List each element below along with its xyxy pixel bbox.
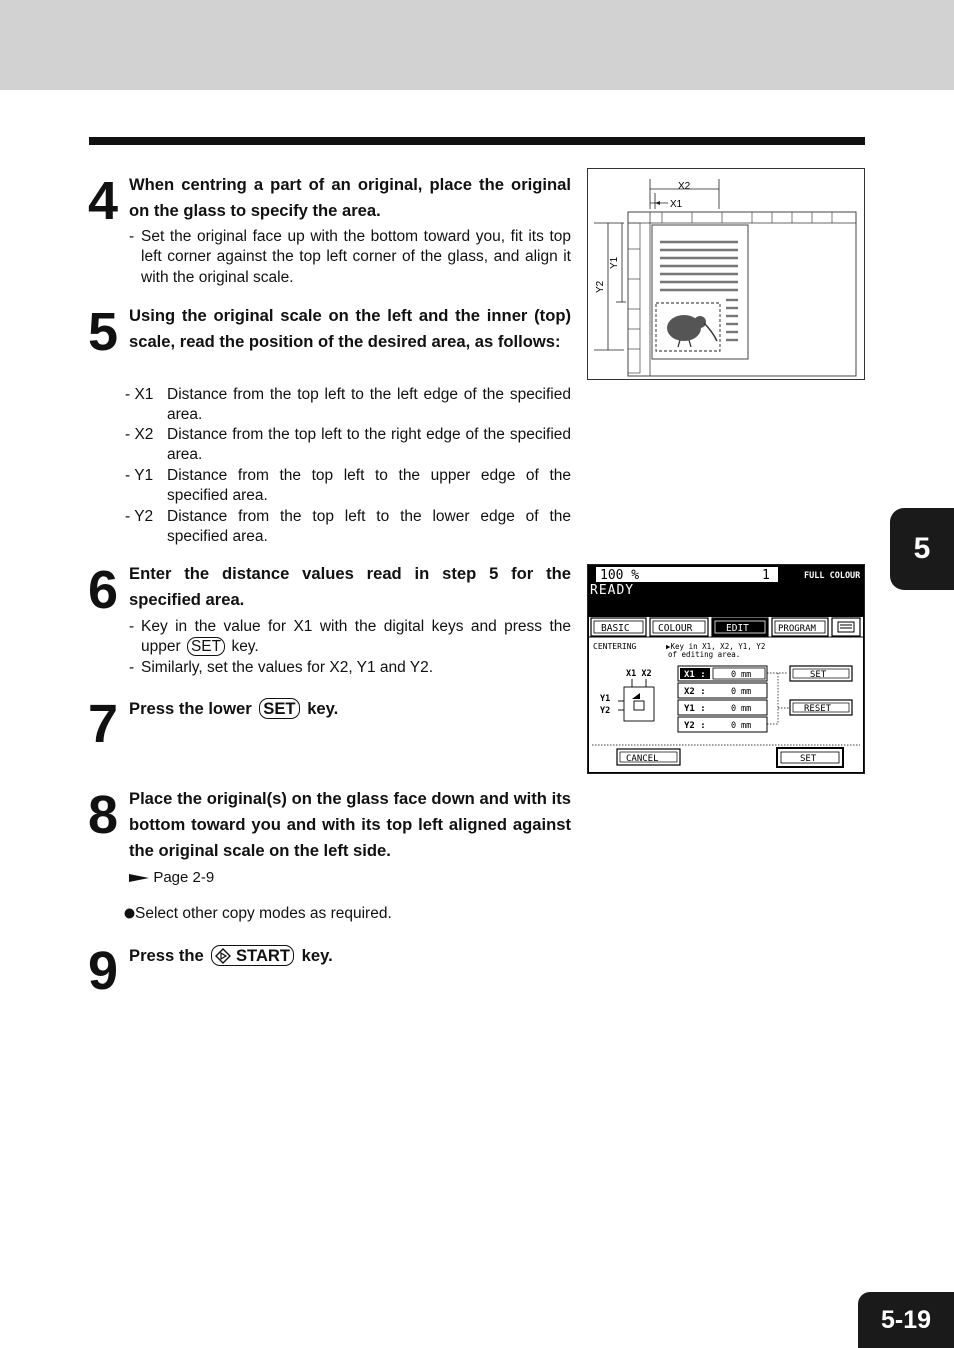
svg-text:Y1: Y1	[600, 694, 611, 704]
svg-text:CANCEL: CANCEL	[626, 754, 659, 764]
section-rule	[89, 137, 865, 145]
set-button-lower[interactable]	[777, 748, 843, 767]
tab-basic[interactable]	[591, 618, 646, 636]
copy-count: 1	[762, 568, 770, 583]
step-heading: When centring a part of an original, place the original on the glass to specify the area.	[129, 175, 571, 220]
start-diamond-icon	[215, 948, 231, 964]
zoom-readout: 100 %	[600, 568, 640, 583]
step-heading: Enter the distance values read in step 5 for the specified area.	[129, 564, 571, 609]
y2-label: Y2	[595, 280, 606, 293]
step-heading: Using the original scale on the left and the inner (top) scale, read the position of the desired area, as follows:	[129, 306, 571, 351]
svg-text:BASIC: BASIC	[601, 623, 630, 634]
svg-text:X2 :: X2 :	[684, 687, 706, 697]
tab-edit[interactable]	[712, 618, 768, 636]
set-key-icon: SET	[259, 698, 299, 719]
chapter-tab: 5	[890, 508, 954, 590]
colour-mode: FULL COLOUR	[804, 571, 861, 581]
cancel-button[interactable]	[617, 749, 680, 765]
svg-text:mm: mm	[741, 687, 752, 697]
svg-text:RESET: RESET	[804, 704, 832, 714]
svg-text:mm: mm	[741, 704, 752, 714]
set-key-icon: SET	[187, 637, 225, 656]
glass-placement-figure	[587, 168, 865, 380]
step-number: 8	[88, 785, 118, 845]
field-y2[interactable]	[678, 717, 767, 732]
svg-text:0: 0	[731, 687, 737, 697]
section-title: CENTERING	[593, 642, 637, 651]
field-x1[interactable]	[678, 666, 767, 681]
y1-label: Y1	[609, 256, 620, 269]
step-heading: Press the START key.	[129, 946, 333, 965]
page-reference: Page 2-9	[129, 868, 214, 888]
svg-text:Y2: Y2	[600, 706, 611, 716]
tab-menu-icon[interactable]	[832, 618, 860, 636]
svg-text:Y1 :: Y1 :	[684, 704, 706, 714]
tab-program[interactable]	[772, 618, 828, 636]
field-y1[interactable]	[678, 700, 767, 715]
reset-button[interactable]	[790, 700, 852, 715]
instruction-line: of editing area.	[668, 650, 741, 659]
start-key-icon: START	[211, 945, 294, 966]
bullet-note: Select other copy modes as required.	[124, 904, 392, 924]
step-heading: Press the lower SET key.	[129, 699, 339, 718]
svg-text:PROGRAM: PROGRAM	[778, 624, 816, 634]
svg-text:0: 0	[731, 704, 737, 714]
status-text: READY	[590, 583, 635, 598]
step-number: 6	[88, 560, 118, 620]
svg-text:0: 0	[731, 721, 737, 731]
svg-text:X1 X2: X1 X2	[626, 669, 652, 679]
field-x2[interactable]	[678, 683, 767, 698]
page-number: 5-19	[858, 1292, 954, 1348]
bullet-icon	[124, 908, 135, 919]
svg-text:Y2 :: Y2 :	[684, 721, 706, 731]
svg-text:SET: SET	[800, 754, 817, 764]
header-band	[0, 0, 954, 90]
definition-y2: - Y2 Distance from the top left to the lower edge of the specified area.	[125, 508, 571, 546]
svg-text:SET: SET	[810, 670, 827, 680]
step-heading: Place the original(s) on the glass face down and with its bottom toward you and with its top left aligned against the original scale on the left side.	[129, 789, 571, 860]
step-number: 9	[88, 941, 118, 1001]
step-number: 4	[88, 171, 118, 231]
definition-y1: - Y1 Distance from the top left to the upper edge of the specified area.	[125, 467, 571, 505]
step-note: - Similarly, set the values for X2, Y1 and Y2.	[129, 659, 434, 676]
definition-x2: - X2 Distance from the top left to the right edge of the specified area.	[125, 426, 571, 464]
svg-text:mm: mm	[741, 670, 752, 680]
svg-text:mm: mm	[741, 721, 752, 731]
set-button-upper[interactable]	[790, 666, 852, 681]
arrow-icon	[129, 872, 149, 884]
control-panel-screen	[587, 564, 865, 774]
tab-colour[interactable]	[650, 618, 708, 636]
svg-text:X1 :: X1 :	[684, 670, 706, 680]
step-note: - Key in the value for X1 with the digital keys and press the upper SET key.	[129, 618, 571, 656]
step-note: - Set the original face up with the bottom toward you, fit its top left corner against the top left corner of the glass, and align it with the original scale.	[129, 228, 571, 286]
step-number: 5	[88, 302, 118, 362]
step-number: 7	[88, 694, 118, 754]
svg-text:0: 0	[731, 670, 737, 680]
svg-text:COLOUR: COLOUR	[658, 623, 693, 634]
x2-label: X2	[678, 181, 691, 192]
instruction-line: ▶Key in X1, X2, Y1, Y2	[666, 642, 766, 651]
svg-text:EDIT: EDIT	[726, 623, 749, 634]
x1-label: X1	[670, 199, 683, 210]
definition-x1: - X1 Distance from the top left to the left edge of the specified area.	[125, 386, 571, 424]
